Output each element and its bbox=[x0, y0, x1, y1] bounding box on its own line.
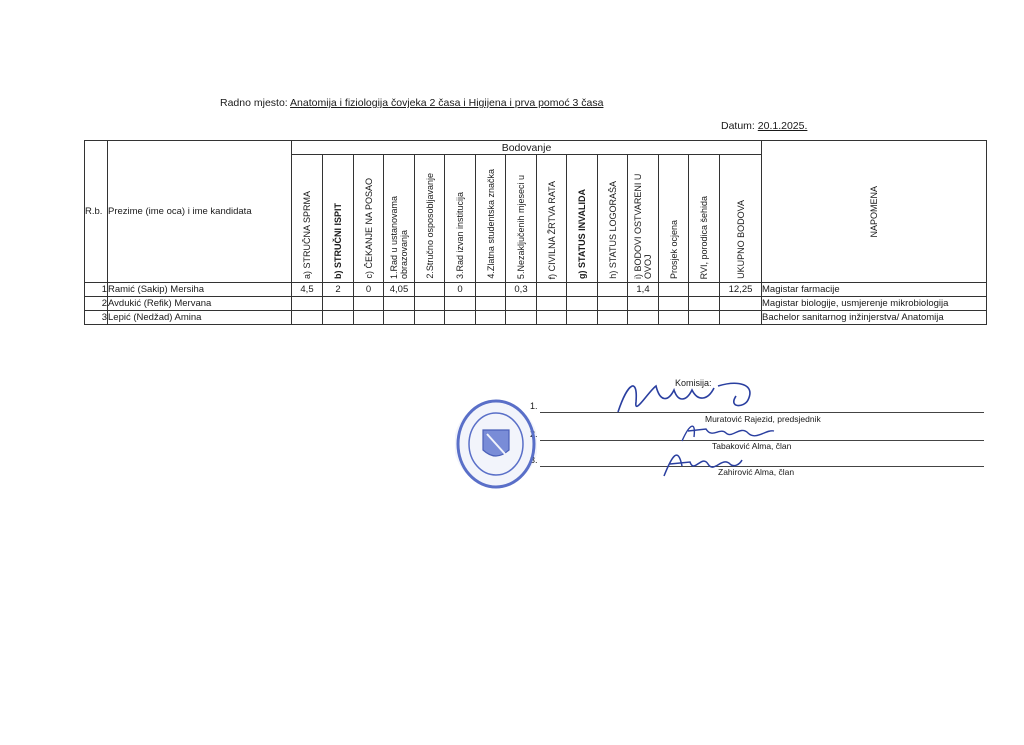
score-cell bbox=[292, 311, 323, 325]
score-cell bbox=[537, 283, 567, 297]
date-label: Datum: bbox=[721, 120, 755, 132]
score-cell bbox=[506, 311, 537, 325]
napomena-cell: Magistar biologije, usmjerenje mikrobiologija bbox=[762, 297, 987, 311]
score-cell bbox=[659, 311, 689, 325]
col-header: g) STATUS INVALIDA bbox=[567, 155, 598, 283]
col-header: 3.Rad izvan institucija bbox=[445, 155, 476, 283]
score-cell bbox=[354, 297, 384, 311]
candidate-name: Avdukić (Refik) Mervana bbox=[108, 297, 292, 311]
napomena-header: NAPOMENA bbox=[762, 141, 987, 283]
score-cell bbox=[415, 283, 445, 297]
col-header: f) CIVILNA ŽRTVA RATA bbox=[537, 155, 567, 283]
col-header: a) STRUČNA SPRMA bbox=[292, 155, 323, 283]
col-header: h) STATUS LOGORAŠA bbox=[598, 155, 628, 283]
score-cell bbox=[598, 297, 628, 311]
napomena-cell: Magistar farmacije bbox=[762, 283, 987, 297]
name-header: Prezime (ime oca) i ime kandidata bbox=[108, 141, 292, 283]
scoring-table bbox=[84, 140, 987, 325]
workplace-value: Anatomija i fiziologija čovjeka 2 časa i Higijena i prva pomoć 3 časa bbox=[290, 97, 604, 109]
score-cell: 12,25 bbox=[720, 283, 762, 297]
col-header: b) STRUČNI ISPIT bbox=[323, 155, 354, 283]
table-row bbox=[85, 311, 987, 325]
score-cell bbox=[720, 311, 762, 325]
score-cell bbox=[445, 297, 476, 311]
signature-1 bbox=[608, 372, 763, 420]
col-header: 2.Stručno osposobljavanje bbox=[415, 155, 445, 283]
candidate-name: Lepić (Nedžad) Amina bbox=[108, 311, 292, 325]
date-value: 20.1.2025. bbox=[757, 120, 808, 132]
col-header: 1.Rad u ustanovama obrazovanja bbox=[384, 155, 415, 283]
member-name: Zahirović Alma, član bbox=[718, 467, 795, 477]
score-cell bbox=[628, 311, 659, 325]
col-header: UKUPNO BODOVA bbox=[720, 155, 762, 283]
score-cell: 0,3 bbox=[506, 283, 537, 297]
score-cell bbox=[354, 311, 384, 325]
score-cell bbox=[567, 311, 598, 325]
score-cell bbox=[659, 283, 689, 297]
score-cell: 0 bbox=[445, 283, 476, 297]
member-number: 3. bbox=[530, 455, 538, 465]
col-header: 4.Zlatna studentska značka bbox=[476, 155, 506, 283]
signature-line-3 bbox=[530, 455, 984, 467]
col-header: RVI, porodica šehida bbox=[689, 155, 720, 283]
candidate-name: Ramić (Sakip) Mersiha bbox=[108, 283, 292, 297]
score-cell bbox=[476, 283, 506, 297]
col-header: Prosjek ocjena bbox=[659, 155, 689, 283]
score-cell: 4,05 bbox=[384, 283, 415, 297]
col-header: 5.Nezaključenih mjeseci u bbox=[506, 155, 537, 283]
score-cell bbox=[537, 297, 567, 311]
table-row bbox=[85, 297, 987, 311]
rb-header: R.b. bbox=[85, 141, 108, 283]
bodovanje-header: Bodovanje bbox=[292, 141, 762, 155]
score-cell bbox=[720, 297, 762, 311]
member-name: Muratović Rajezid, predsjednik bbox=[705, 414, 821, 424]
score-cell bbox=[689, 283, 720, 297]
score-cell bbox=[415, 297, 445, 311]
score-cell bbox=[415, 311, 445, 325]
workplace-label: Radno mjesto: bbox=[220, 97, 288, 109]
date-line bbox=[721, 120, 807, 132]
member-name: Tabaković Alma, član bbox=[712, 441, 792, 451]
score-cell bbox=[567, 283, 598, 297]
member-number: 1. bbox=[530, 401, 538, 411]
score-cell bbox=[537, 311, 567, 325]
table-row bbox=[85, 283, 987, 297]
row-number: 1 bbox=[85, 283, 108, 297]
napomena-cell: Bachelor sanitarnog inžinjerstva/ Anatomija bbox=[762, 311, 987, 325]
signature-3 bbox=[656, 442, 746, 482]
score-cell bbox=[598, 283, 628, 297]
official-stamp bbox=[455, 398, 537, 490]
score-cell bbox=[659, 297, 689, 311]
score-cell bbox=[384, 311, 415, 325]
score-cell bbox=[445, 311, 476, 325]
score-cell bbox=[689, 311, 720, 325]
score-cell: 4,5 bbox=[292, 283, 323, 297]
score-cell bbox=[323, 297, 354, 311]
score-cell: 1,4 bbox=[628, 283, 659, 297]
score-cell bbox=[506, 297, 537, 311]
score-cell bbox=[598, 311, 628, 325]
col-header: i) BODOVI OSTVARENI U OVOJ bbox=[628, 155, 659, 283]
score-cell bbox=[476, 297, 506, 311]
member-number: 2. bbox=[530, 429, 538, 439]
score-cell bbox=[476, 311, 506, 325]
row-number: 2 bbox=[85, 297, 108, 311]
col-header: c) ČEKANJE NA POSAO bbox=[354, 155, 384, 283]
score-cell bbox=[567, 297, 598, 311]
score-cell bbox=[689, 297, 720, 311]
commission-title: Komisija: bbox=[675, 378, 712, 388]
workplace-line bbox=[220, 97, 603, 109]
score-cell: 2 bbox=[323, 283, 354, 297]
score-cell bbox=[628, 297, 659, 311]
row-number: 3 bbox=[85, 311, 108, 325]
score-cell bbox=[292, 297, 323, 311]
score-cell bbox=[384, 297, 415, 311]
score-cell: 0 bbox=[354, 283, 384, 297]
score-cell bbox=[323, 311, 354, 325]
